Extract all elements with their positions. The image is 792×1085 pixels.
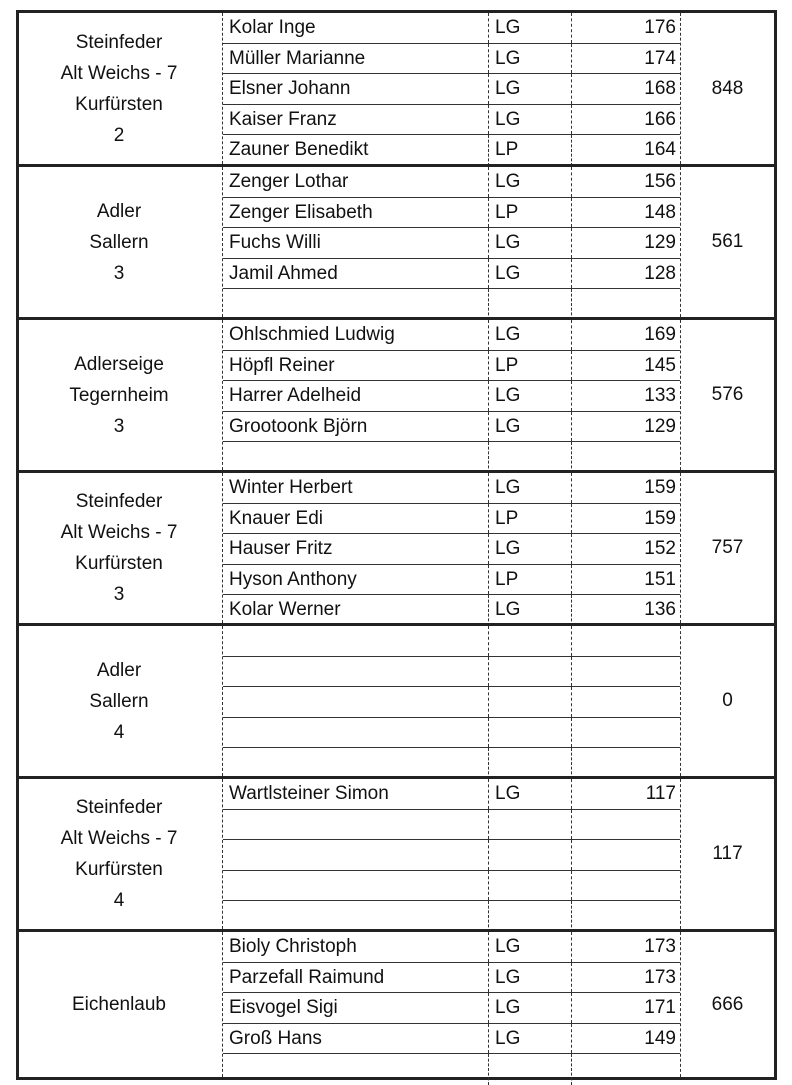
table-row xyxy=(223,320,680,351)
team-name-line: Alt Weichs - 7 xyxy=(60,62,178,84)
member-class xyxy=(488,1054,575,1085)
table-row xyxy=(223,718,680,749)
table-row xyxy=(223,687,680,718)
column-divider xyxy=(571,932,573,962)
member-score: 164 xyxy=(644,139,676,160)
team-total: 757 xyxy=(711,537,744,558)
team-name-line: 4 xyxy=(113,890,125,911)
team-total: 666 xyxy=(711,993,744,1015)
member-class: LG xyxy=(488,412,575,442)
member-name xyxy=(229,748,484,779)
member-rows xyxy=(222,473,681,623)
member-name xyxy=(229,442,484,473)
team-block xyxy=(16,10,777,164)
member-class xyxy=(488,626,575,656)
column-divider xyxy=(571,993,573,1023)
member-score: 173 xyxy=(644,936,676,957)
member-score xyxy=(573,871,676,901)
member-rows xyxy=(222,626,681,776)
member-class xyxy=(488,687,575,717)
column-divider xyxy=(571,289,573,320)
member-class: LG xyxy=(488,74,575,104)
team-name-line: Adlerseige xyxy=(74,353,164,375)
member-name xyxy=(229,718,484,748)
table-row xyxy=(223,626,680,657)
team-name-line: Steinfeder xyxy=(75,31,163,53)
member-class: LP xyxy=(488,565,575,595)
column-divider xyxy=(571,167,573,197)
team-block xyxy=(16,623,777,776)
member-name xyxy=(229,626,484,656)
member-name: Wartlsteiner Simon xyxy=(229,783,389,804)
team-name xyxy=(19,779,219,929)
table-row xyxy=(223,901,680,932)
column-divider xyxy=(571,748,573,779)
table-row xyxy=(223,412,680,443)
member-class: LG xyxy=(488,534,575,564)
member-name: Harrer Adelheid xyxy=(229,385,362,406)
member-class xyxy=(488,718,575,748)
team-name-line: Adler xyxy=(96,659,142,681)
column-divider xyxy=(571,351,573,381)
team-name-line: Kurfürsten xyxy=(75,859,163,880)
member-score xyxy=(573,840,676,870)
member-score: 169 xyxy=(644,324,676,345)
member-name xyxy=(229,1054,484,1085)
member-class xyxy=(488,442,575,473)
column-divider xyxy=(571,595,573,626)
team-results-table xyxy=(16,10,777,1080)
member-score: 129 xyxy=(644,232,676,253)
column-divider xyxy=(571,657,573,687)
team-name xyxy=(19,932,219,1077)
member-name: Ohlschmied Ludwig xyxy=(229,324,395,345)
column-divider xyxy=(571,135,573,166)
table-row xyxy=(223,351,680,382)
column-divider xyxy=(571,626,573,656)
member-class: LG xyxy=(488,105,575,135)
member-score: 149 xyxy=(644,1027,676,1049)
table-row xyxy=(223,135,680,166)
member-score: 145 xyxy=(644,354,676,376)
member-score: 129 xyxy=(644,415,676,437)
column-divider xyxy=(571,228,573,258)
member-name: Zauner Benedikt xyxy=(229,139,369,160)
column-divider xyxy=(571,810,573,840)
member-score xyxy=(573,1054,676,1085)
team-name-line: Tegernheim xyxy=(69,384,169,406)
member-name: Winter Herbert xyxy=(229,477,353,498)
team-name-line: Alt Weichs - 7 xyxy=(60,828,178,849)
table-row xyxy=(223,1054,680,1085)
team-name-line: 4 xyxy=(113,721,125,743)
table-row xyxy=(223,228,680,259)
member-score xyxy=(573,626,676,656)
member-score: 173 xyxy=(644,966,676,988)
table-row xyxy=(223,1024,680,1055)
member-score xyxy=(573,901,676,932)
member-name xyxy=(229,657,484,687)
member-class: LG xyxy=(488,167,575,197)
team-name-line: Steinfeder xyxy=(75,491,163,512)
team-block xyxy=(16,470,777,623)
member-class: LP xyxy=(488,135,575,166)
member-class xyxy=(488,871,575,901)
member-rows xyxy=(222,779,681,929)
table-row xyxy=(223,963,680,994)
team-total: 561 xyxy=(711,231,744,252)
member-name: Zenger Elisabeth xyxy=(229,201,373,223)
table-row xyxy=(223,442,680,473)
column-divider xyxy=(571,412,573,442)
team-name-line: 3 xyxy=(113,584,125,605)
table-row xyxy=(223,779,680,810)
table-row xyxy=(223,44,680,75)
table-row xyxy=(223,473,680,504)
table-row xyxy=(223,534,680,565)
member-score: 159 xyxy=(644,477,676,498)
member-score: 133 xyxy=(644,385,676,406)
member-name: Hauser Fritz xyxy=(229,538,333,559)
team-name-line: 3 xyxy=(113,262,125,284)
member-score xyxy=(573,442,676,473)
member-score xyxy=(573,810,676,840)
member-name: Höpfl Reiner xyxy=(229,354,335,376)
column-divider xyxy=(571,687,573,717)
member-rows xyxy=(222,320,681,470)
table-row xyxy=(223,381,680,412)
team-name xyxy=(19,626,219,776)
member-name: Jamil Ahmed xyxy=(229,262,338,284)
table-row xyxy=(223,748,680,779)
team-block xyxy=(16,164,777,317)
member-name xyxy=(229,840,484,870)
member-score xyxy=(573,718,676,748)
member-class: LG xyxy=(488,259,575,289)
team-name-line: Eichenlaub xyxy=(71,994,167,1015)
table-row xyxy=(223,595,680,626)
column-divider xyxy=(571,779,573,809)
member-class: LG xyxy=(488,932,575,962)
column-divider xyxy=(571,840,573,870)
table-row xyxy=(223,993,680,1024)
member-score: 136 xyxy=(644,599,676,620)
member-name xyxy=(229,871,484,901)
column-divider xyxy=(571,901,573,932)
member-name xyxy=(229,687,484,717)
team-name-line: Kurfürsten xyxy=(75,93,163,115)
table-row xyxy=(223,74,680,105)
team-total: 117 xyxy=(712,843,743,864)
column-divider xyxy=(571,442,573,473)
member-class: LG xyxy=(488,1024,575,1054)
member-rows xyxy=(222,932,681,1077)
member-score: 148 xyxy=(644,201,676,223)
table-row xyxy=(223,932,680,963)
member-name: Hyson Anthony xyxy=(229,568,357,590)
team-total: 576 xyxy=(711,384,744,405)
team-name-line: 2 xyxy=(113,124,125,146)
column-divider xyxy=(571,381,573,411)
team-name xyxy=(19,320,219,470)
table-row xyxy=(223,13,680,44)
member-class: LG xyxy=(488,44,575,74)
member-score xyxy=(573,748,676,779)
table-row xyxy=(223,504,680,535)
member-class: LG xyxy=(488,13,575,43)
member-class xyxy=(488,289,575,320)
column-divider xyxy=(571,74,573,104)
team-name xyxy=(19,167,219,317)
member-class: LG xyxy=(488,779,575,809)
member-score xyxy=(573,657,676,687)
member-score: 151 xyxy=(644,568,676,590)
member-score xyxy=(573,289,676,320)
member-name: Müller Marianne xyxy=(229,47,366,69)
column-divider xyxy=(571,259,573,289)
member-class: LG xyxy=(488,595,575,626)
column-divider xyxy=(571,1024,573,1054)
member-name: Kaiser Franz xyxy=(229,108,337,130)
team-total: 848 xyxy=(711,77,744,99)
member-class xyxy=(488,840,575,870)
team-name xyxy=(19,473,219,623)
member-name: Eisvogel Sigi xyxy=(229,997,338,1018)
team-name-line: 3 xyxy=(113,415,125,437)
member-score: 171 xyxy=(644,997,676,1018)
member-class: LG xyxy=(488,473,575,503)
team-block xyxy=(16,776,777,929)
column-divider xyxy=(571,13,573,43)
member-name: Kolar Werner xyxy=(229,599,341,620)
column-divider xyxy=(571,44,573,74)
table-row xyxy=(223,840,680,871)
table-row xyxy=(223,657,680,688)
team-name-line: Adler xyxy=(96,200,142,222)
table-row xyxy=(223,167,680,198)
column-divider xyxy=(571,504,573,534)
table-row xyxy=(223,565,680,596)
member-score xyxy=(573,687,676,717)
column-divider xyxy=(571,963,573,993)
member-score: 168 xyxy=(644,78,676,99)
team-block xyxy=(16,317,777,470)
member-score: 152 xyxy=(644,538,676,559)
member-score: 156 xyxy=(644,171,676,192)
column-divider xyxy=(571,320,573,350)
column-divider xyxy=(571,1054,573,1085)
member-name: Kolar Inge xyxy=(229,17,316,38)
member-class xyxy=(488,810,575,840)
member-name: Bioly Christoph xyxy=(229,936,357,957)
table-row xyxy=(223,289,680,320)
member-rows xyxy=(222,167,681,317)
member-name: Groß Hans xyxy=(229,1027,322,1049)
member-name: Knauer Edi xyxy=(229,507,324,529)
table-row xyxy=(223,259,680,290)
member-class: LP xyxy=(488,351,575,381)
member-name xyxy=(229,289,484,320)
column-divider xyxy=(571,534,573,564)
member-class: LP xyxy=(488,198,575,228)
column-divider xyxy=(571,718,573,748)
table-row xyxy=(223,810,680,841)
column-divider xyxy=(571,105,573,135)
team-name-line: Kurfürsten xyxy=(75,553,163,574)
member-name: Fuchs Willi xyxy=(229,232,321,253)
member-class: LP xyxy=(488,504,575,534)
column-divider xyxy=(571,473,573,503)
member-score: 174 xyxy=(644,47,676,69)
member-name: Grootoonk Björn xyxy=(229,415,368,437)
member-class xyxy=(488,748,575,779)
member-class xyxy=(488,657,575,687)
table-row xyxy=(223,198,680,229)
column-divider xyxy=(571,198,573,228)
team-block xyxy=(16,929,777,1080)
member-class: LG xyxy=(488,228,575,258)
team-total: 0 xyxy=(722,690,733,711)
member-score: 117 xyxy=(645,783,676,804)
member-rows xyxy=(222,13,681,164)
member-score: 166 xyxy=(644,108,676,130)
member-score: 176 xyxy=(644,17,676,38)
table-row xyxy=(223,105,680,136)
team-name-line: Sallern xyxy=(89,690,149,712)
member-name xyxy=(229,810,484,840)
team-name xyxy=(19,13,219,164)
member-score: 128 xyxy=(644,262,676,284)
team-name-line: Alt Weichs - 7 xyxy=(60,522,178,543)
member-name: Elsner Johann xyxy=(229,78,351,99)
team-name-line: Steinfeder xyxy=(75,797,163,818)
member-score: 159 xyxy=(644,507,676,529)
member-class: LG xyxy=(488,963,575,993)
member-class: LG xyxy=(488,993,575,1023)
member-class: LG xyxy=(488,381,575,411)
team-name-line: Sallern xyxy=(89,231,149,253)
column-divider xyxy=(571,565,573,595)
member-name xyxy=(229,901,484,932)
column-divider xyxy=(571,871,573,901)
table-row xyxy=(223,871,680,902)
member-name: Zenger Lothar xyxy=(229,171,349,192)
member-class: LG xyxy=(488,320,575,350)
member-name: Parzefall Raimund xyxy=(229,966,385,988)
member-class xyxy=(488,901,575,932)
